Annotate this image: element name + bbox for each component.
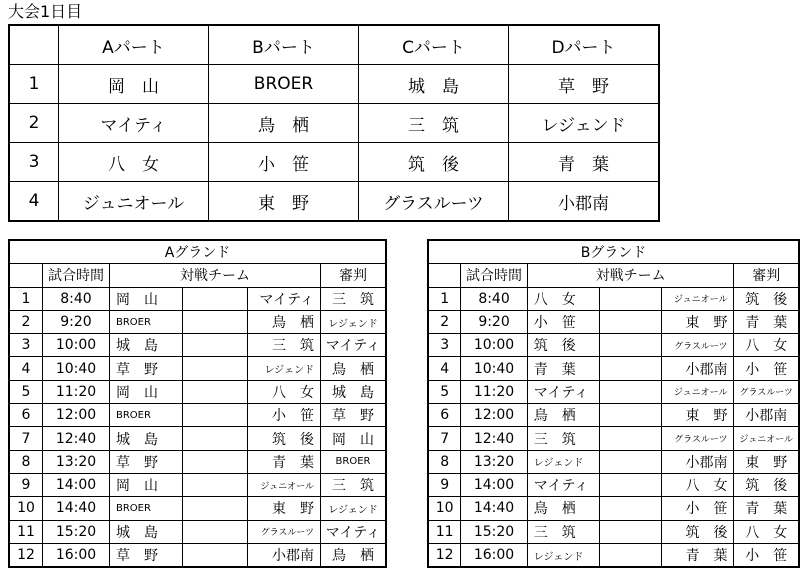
part-team: レジェンド bbox=[509, 104, 660, 143]
team-2: 筑 後 bbox=[662, 520, 734, 543]
parts-row bbox=[9, 143, 659, 182]
team-2: 東 野 bbox=[662, 310, 734, 333]
team-1: 鳥 栖 bbox=[527, 404, 599, 427]
referee: マイティ bbox=[321, 520, 387, 543]
team-2: 八 女 bbox=[662, 473, 734, 496]
match-row bbox=[428, 450, 799, 473]
match-row bbox=[9, 380, 386, 403]
team-1: レジェンド bbox=[527, 450, 599, 473]
match-number: 3 bbox=[428, 334, 461, 357]
team-1: 八 女 bbox=[527, 287, 599, 310]
match-number: 1 bbox=[428, 287, 461, 310]
match-teams-header: 対戦チーム bbox=[527, 264, 734, 287]
match-blank-cell bbox=[183, 310, 248, 333]
parts-table bbox=[8, 24, 660, 222]
team-1: 草 野 bbox=[110, 543, 183, 567]
parts-row-number: 1 bbox=[9, 65, 59, 104]
team-1: 岡 山 bbox=[110, 473, 183, 496]
match-blank-cell bbox=[600, 287, 662, 310]
match-time: 8:40 bbox=[461, 287, 528, 310]
team-1: 青 葉 bbox=[527, 357, 599, 380]
match-blank-cell bbox=[183, 404, 248, 427]
match-row bbox=[428, 520, 799, 543]
match-row bbox=[428, 497, 799, 520]
team-1: 岡 山 bbox=[110, 287, 183, 310]
match-time: 13:20 bbox=[43, 450, 110, 473]
part-header: Bパート bbox=[209, 25, 359, 65]
referee: 小 笹 bbox=[734, 543, 799, 567]
ground-b-table bbox=[427, 239, 800, 568]
referee: 岡 山 bbox=[321, 427, 387, 450]
match-blank-cell bbox=[183, 427, 248, 450]
match-number: 4 bbox=[9, 357, 43, 380]
match-number: 2 bbox=[428, 310, 461, 333]
team-2: 三 筑 bbox=[248, 334, 321, 357]
match-number: 7 bbox=[9, 427, 43, 450]
match-row bbox=[9, 357, 386, 380]
match-number: 9 bbox=[428, 473, 461, 496]
match-blank-cell bbox=[183, 287, 248, 310]
ground-title: Bグランド bbox=[428, 240, 799, 264]
team-1: 岡 山 bbox=[110, 380, 183, 403]
team-2: レジェンド bbox=[248, 357, 321, 380]
parts-row-number: 3 bbox=[9, 143, 59, 182]
match-number: 5 bbox=[428, 380, 461, 403]
team-2: 小郡南 bbox=[248, 543, 321, 567]
referee: 小 笹 bbox=[734, 357, 799, 380]
match-row bbox=[9, 427, 386, 450]
referee: 三 筑 bbox=[321, 287, 387, 310]
match-number: 6 bbox=[9, 404, 43, 427]
match-blank-cell bbox=[183, 380, 248, 403]
match-number: 9 bbox=[9, 473, 43, 496]
referee: 草 野 bbox=[321, 404, 387, 427]
match-blank-cell bbox=[183, 473, 248, 496]
ground-header-row bbox=[9, 264, 386, 287]
match-time-header: 試合時間 bbox=[43, 264, 110, 287]
part-team: BROER bbox=[209, 65, 359, 104]
team-2: ジュニオール bbox=[662, 287, 734, 310]
match-number: 6 bbox=[428, 404, 461, 427]
ground-header-row bbox=[428, 264, 799, 287]
match-time: 11:20 bbox=[43, 380, 110, 403]
match-blank-cell bbox=[600, 310, 662, 333]
team-2: グラスルーツ bbox=[662, 334, 734, 357]
match-row bbox=[9, 497, 386, 520]
match-number: 12 bbox=[9, 543, 43, 567]
team-2: 青 葉 bbox=[248, 450, 321, 473]
parts-header-row bbox=[9, 25, 659, 65]
team-1: 城 島 bbox=[110, 427, 183, 450]
referee: 青 葉 bbox=[734, 310, 799, 333]
match-blank-cell bbox=[183, 334, 248, 357]
match-number: 4 bbox=[428, 357, 461, 380]
referee-header: 審判 bbox=[734, 264, 799, 287]
match-time: 9:20 bbox=[43, 310, 110, 333]
ground-corner-cell bbox=[9, 264, 43, 287]
referee: 筑 後 bbox=[734, 287, 799, 310]
match-blank-cell bbox=[183, 543, 248, 567]
match-time: 14:00 bbox=[43, 473, 110, 496]
match-number: 5 bbox=[9, 380, 43, 403]
ground-title: Aグランド bbox=[9, 240, 386, 264]
team-1: BROER bbox=[110, 404, 183, 427]
referee: 八 女 bbox=[734, 520, 799, 543]
parts-row bbox=[9, 182, 659, 222]
match-row bbox=[428, 380, 799, 403]
team-2: 鳥 栖 bbox=[248, 310, 321, 333]
referee-header: 審判 bbox=[321, 264, 387, 287]
team-1: 小 笹 bbox=[527, 310, 599, 333]
parts-row bbox=[9, 104, 659, 143]
team-1: 三 筑 bbox=[527, 427, 599, 450]
team-1: BROER bbox=[110, 310, 183, 333]
team-1: 城 島 bbox=[110, 520, 183, 543]
match-row bbox=[9, 473, 386, 496]
match-blank-cell bbox=[600, 380, 662, 403]
referee: 小郡南 bbox=[734, 404, 799, 427]
match-blank-cell bbox=[600, 404, 662, 427]
team-1: レジェンド bbox=[527, 543, 599, 567]
team-2: 小郡南 bbox=[662, 450, 734, 473]
team-1: マイティ bbox=[527, 380, 599, 403]
match-blank-cell bbox=[600, 497, 662, 520]
match-blank-cell bbox=[600, 427, 662, 450]
team-1: 城 島 bbox=[110, 334, 183, 357]
match-number: 3 bbox=[9, 334, 43, 357]
match-blank-cell bbox=[600, 334, 662, 357]
team-2: 東 野 bbox=[248, 497, 321, 520]
match-row bbox=[428, 473, 799, 496]
match-time: 14:40 bbox=[461, 497, 528, 520]
part-header: Cパート bbox=[359, 25, 509, 65]
match-row bbox=[428, 310, 799, 333]
match-row bbox=[9, 287, 386, 310]
match-row bbox=[9, 334, 386, 357]
referee: マイティ bbox=[321, 334, 387, 357]
match-number: 8 bbox=[9, 450, 43, 473]
ground-a-table bbox=[8, 239, 387, 568]
match-blank-cell bbox=[183, 497, 248, 520]
match-row bbox=[428, 357, 799, 380]
match-time: 14:00 bbox=[461, 473, 528, 496]
match-row bbox=[428, 287, 799, 310]
ground-corner-cell bbox=[428, 264, 461, 287]
match-number: 1 bbox=[9, 287, 43, 310]
parts-corner-cell bbox=[9, 25, 59, 65]
match-time: 14:40 bbox=[43, 497, 110, 520]
match-number: 11 bbox=[428, 520, 461, 543]
part-team: 岡 山 bbox=[59, 65, 209, 104]
team-2: 小 笹 bbox=[248, 404, 321, 427]
part-team: 小 笹 bbox=[209, 143, 359, 182]
part-team: 筑 後 bbox=[359, 143, 509, 182]
match-row bbox=[428, 404, 799, 427]
team-1: 草 野 bbox=[110, 450, 183, 473]
match-blank-cell bbox=[600, 450, 662, 473]
match-row bbox=[9, 543, 386, 567]
part-team: 東 野 bbox=[209, 182, 359, 222]
match-teams-header: 対戦チーム bbox=[110, 264, 321, 287]
referee: 青 葉 bbox=[734, 497, 799, 520]
part-team: 鳥 栖 bbox=[209, 104, 359, 143]
team-1: 鳥 栖 bbox=[527, 497, 599, 520]
referee: レジェンド bbox=[321, 310, 387, 333]
team-2: 八 女 bbox=[248, 380, 321, 403]
match-blank-cell bbox=[600, 473, 662, 496]
team-1: 草 野 bbox=[110, 357, 183, 380]
page-title: 大会1日目 bbox=[8, 2, 83, 21]
team-2: 東 野 bbox=[662, 404, 734, 427]
match-blank-cell bbox=[600, 520, 662, 543]
team-1: BROER bbox=[110, 497, 183, 520]
team-2: グラスルーツ bbox=[662, 427, 734, 450]
match-time: 10:00 bbox=[43, 334, 110, 357]
team-1: 筑 後 bbox=[527, 334, 599, 357]
part-team: グラスルーツ bbox=[359, 182, 509, 222]
part-team: 城 島 bbox=[359, 65, 509, 104]
team-2: グラスルーツ bbox=[248, 520, 321, 543]
match-number: 7 bbox=[428, 427, 461, 450]
part-header: Aパート bbox=[59, 25, 209, 65]
match-number: 10 bbox=[9, 497, 43, 520]
match-time: 15:20 bbox=[43, 520, 110, 543]
match-time: 11:20 bbox=[461, 380, 528, 403]
match-blank-cell bbox=[600, 357, 662, 380]
parts-row-number: 2 bbox=[9, 104, 59, 143]
referee: 鳥 栖 bbox=[321, 357, 387, 380]
match-time-header: 試合時間 bbox=[461, 264, 528, 287]
match-row bbox=[9, 310, 386, 333]
team-2: マイティ bbox=[248, 287, 321, 310]
team-2: ジュニオール bbox=[662, 380, 734, 403]
match-time: 15:20 bbox=[461, 520, 528, 543]
match-time: 10:00 bbox=[461, 334, 528, 357]
match-row bbox=[9, 450, 386, 473]
match-row bbox=[9, 404, 386, 427]
referee: グラスルーツ bbox=[734, 380, 799, 403]
match-blank-cell bbox=[600, 543, 662, 567]
part-team: 三 筑 bbox=[359, 104, 509, 143]
match-time: 12:40 bbox=[461, 427, 528, 450]
match-time: 12:40 bbox=[43, 427, 110, 450]
part-team: マイティ bbox=[59, 104, 209, 143]
match-number: 8 bbox=[428, 450, 461, 473]
match-number: 11 bbox=[9, 520, 43, 543]
referee: 八 女 bbox=[734, 334, 799, 357]
match-row bbox=[428, 427, 799, 450]
parts-row bbox=[9, 65, 659, 104]
match-time: 16:00 bbox=[461, 543, 528, 567]
match-row bbox=[9, 520, 386, 543]
match-number: 2 bbox=[9, 310, 43, 333]
referee: レジェンド bbox=[321, 497, 387, 520]
match-blank-cell bbox=[183, 520, 248, 543]
referee: ジュニオール bbox=[734, 427, 799, 450]
match-number: 12 bbox=[428, 543, 461, 567]
part-team: 草 野 bbox=[509, 65, 660, 104]
match-time: 12:00 bbox=[461, 404, 528, 427]
part-header: Dパート bbox=[509, 25, 660, 65]
team-1: 三 筑 bbox=[527, 520, 599, 543]
match-time: 12:00 bbox=[43, 404, 110, 427]
referee: 東 野 bbox=[734, 450, 799, 473]
match-row bbox=[428, 334, 799, 357]
team-2: ジュニオール bbox=[248, 473, 321, 496]
team-2: 筑 後 bbox=[248, 427, 321, 450]
match-blank-cell bbox=[183, 357, 248, 380]
ground-title-row bbox=[428, 240, 799, 264]
parts-row-number: 4 bbox=[9, 182, 59, 222]
part-team: 小郡南 bbox=[509, 182, 660, 222]
referee: 鳥 栖 bbox=[321, 543, 387, 567]
referee: 城 島 bbox=[321, 380, 387, 403]
team-2: 小 笹 bbox=[662, 497, 734, 520]
match-time: 16:00 bbox=[43, 543, 110, 567]
match-blank-cell bbox=[183, 450, 248, 473]
referee: BROER bbox=[321, 450, 387, 473]
match-time: 13:20 bbox=[461, 450, 528, 473]
referee: 筑 後 bbox=[734, 473, 799, 496]
team-2: 青 葉 bbox=[662, 543, 734, 567]
match-time: 10:40 bbox=[461, 357, 528, 380]
match-time: 10:40 bbox=[43, 357, 110, 380]
part-team: ジュニオール bbox=[59, 182, 209, 222]
match-row bbox=[428, 543, 799, 567]
referee: 三 筑 bbox=[321, 473, 387, 496]
part-team: 青 葉 bbox=[509, 143, 660, 182]
match-number: 10 bbox=[428, 497, 461, 520]
part-team: 八 女 bbox=[59, 143, 209, 182]
match-time: 9:20 bbox=[461, 310, 528, 333]
team-2: 小郡南 bbox=[662, 357, 734, 380]
match-time: 8:40 bbox=[43, 287, 110, 310]
ground-title-row bbox=[9, 240, 386, 264]
team-1: マイティ bbox=[527, 473, 599, 496]
